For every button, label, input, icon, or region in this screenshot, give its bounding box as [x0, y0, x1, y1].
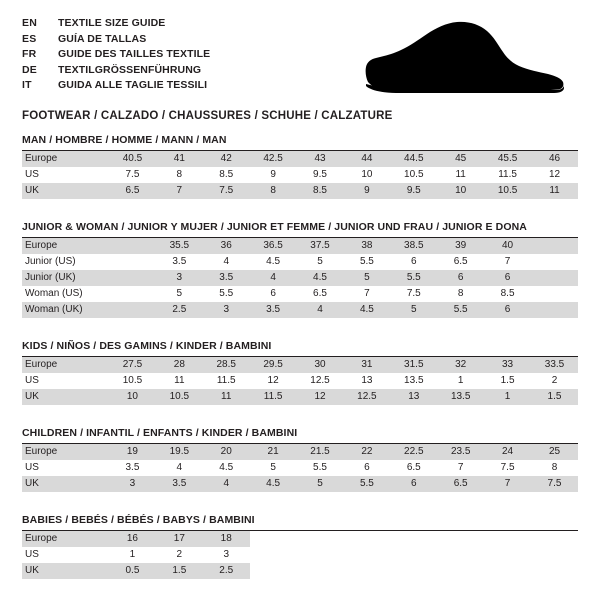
section-title: KIDS / NIÑOS / DES GAMINS / KINDER / BAMBINI [22, 340, 578, 357]
cell: 11 [203, 389, 250, 405]
cell: 12.5 [310, 375, 330, 386]
language-row [22, 47, 210, 63]
row-label: UK [22, 183, 109, 199]
cell: 33.5 [531, 357, 578, 373]
cell: 11 [174, 375, 185, 386]
cell: 38 [343, 238, 390, 254]
cell: 18 [203, 531, 250, 547]
row-label: Woman (UK) [22, 302, 109, 318]
cell: 1 [484, 389, 531, 405]
cell: 3 [156, 270, 203, 286]
cell: 9.5 [313, 169, 327, 180]
cell: 10.5 [156, 389, 203, 405]
table-row [22, 286, 578, 302]
row-label: Junior (US) [25, 256, 76, 267]
language-title: GUIDE DES TAILLES TEXTILE [58, 48, 211, 61]
cell: 25 [531, 444, 578, 460]
section-title: JUNIOR & WOMAN / JUNIOR Y MUJER / JUNIOR ET FEMME / JUNIOR UND FRAU / JUNIOR E DONA [22, 221, 578, 238]
cell: 17 [156, 531, 203, 547]
cell: 5 [390, 302, 437, 318]
row-label: Europe [22, 357, 109, 373]
cell: 19.5 [156, 444, 203, 460]
cell [531, 254, 578, 270]
row-label: Europe [22, 444, 109, 460]
cell: 4 [223, 256, 229, 267]
cell: 12.5 [343, 389, 390, 405]
cell: 42.5 [250, 151, 297, 167]
cell: 7.5 [203, 183, 250, 199]
table-row [22, 183, 578, 199]
cell: 5.5 [313, 462, 327, 473]
cell [297, 531, 344, 547]
cell: 3.5 [156, 476, 203, 492]
cell: 44 [343, 151, 390, 167]
section-title: BABIES / BEBÉS / BÉBÉS / BABYS / BAMBINI [22, 514, 578, 531]
cell: 21 [250, 444, 297, 460]
language-row [22, 16, 210, 32]
cell [531, 531, 578, 547]
row-label: Europe [22, 531, 109, 547]
cell: 13.5 [437, 389, 484, 405]
row-label: Europe [22, 151, 109, 167]
cell: 22.5 [390, 444, 437, 460]
cell: 6.5 [406, 462, 421, 473]
table-row [22, 444, 578, 460]
cell: 1 [129, 549, 136, 560]
cell: 6.5 [437, 476, 484, 492]
cell: 2.5 [203, 563, 250, 579]
cell: 11.5 [498, 169, 517, 180]
cell: 21.5 [297, 444, 344, 460]
cell: 1.5 [156, 563, 203, 579]
cell: 6 [484, 270, 531, 286]
cell: 6.5 [453, 256, 468, 267]
cell [343, 547, 390, 563]
cell: 8.5 [500, 288, 515, 299]
cell: 9 [343, 183, 390, 199]
cell: 10.5 [484, 183, 531, 199]
size-table-junior-woman [22, 238, 578, 318]
cell: 4 [203, 476, 250, 492]
row-label: Europe [22, 238, 109, 254]
cell: 40 [484, 238, 531, 254]
dress-shoe-icon [360, 18, 570, 96]
cell: 8 [176, 169, 183, 180]
cell: 10 [437, 183, 484, 199]
cell: 10.5 [404, 169, 424, 180]
language-title-list [22, 16, 210, 94]
cell: 44.5 [390, 151, 437, 167]
cell: 32 [437, 357, 484, 373]
cell: 4.5 [266, 256, 281, 267]
cell [390, 563, 437, 579]
size-table-kids [22, 357, 578, 405]
cell: 3 [223, 549, 229, 560]
cell: 4 [250, 270, 297, 286]
language-title: GUIDA ALLE TAGLIE TESSILI [58, 79, 208, 92]
row-label: UK [22, 476, 109, 492]
row-label: US [25, 169, 39, 180]
cell: 6 [270, 288, 276, 299]
cell: 22 [343, 444, 390, 460]
cell: 6 [390, 476, 437, 492]
cell: 2 [551, 375, 558, 386]
cell: 9 [270, 169, 276, 180]
table-row [22, 389, 578, 405]
cell: 30 [297, 357, 344, 373]
table-row [22, 563, 578, 579]
cell: 7.5 [125, 169, 140, 180]
language-title: TEXTILGRÖSSENFÜHRUNG [58, 63, 202, 76]
cell [531, 547, 578, 563]
cell: 36 [203, 238, 250, 254]
cell: 31 [343, 357, 390, 373]
cell: 43 [297, 151, 344, 167]
size-table-man [22, 151, 578, 199]
cell [343, 531, 390, 547]
cell: 3 [203, 302, 250, 318]
cell [250, 547, 297, 563]
cell [250, 563, 297, 579]
cell: 28.5 [203, 357, 250, 373]
cell: 9.5 [390, 183, 437, 199]
cell [109, 238, 156, 254]
cell: 41 [156, 151, 203, 167]
cell: 12 [297, 389, 344, 405]
cell [531, 270, 578, 286]
cell: 46 [531, 151, 578, 167]
cell: 16 [109, 531, 156, 547]
language-title: TEXTILE SIZE GUIDE [58, 17, 166, 29]
section-children [22, 427, 578, 492]
cell: 39 [437, 238, 484, 254]
table-row [22, 167, 578, 183]
section-title: CHILDREN / INFANTIL / ENFANTS / KINDER / BAMBINI [22, 427, 578, 444]
cell: 8 [457, 288, 464, 299]
cell: 5 [297, 476, 344, 492]
cell: 5.5 [359, 256, 374, 267]
cell: 23.5 [437, 444, 484, 460]
cell: 45 [437, 151, 484, 167]
section-babies [22, 514, 578, 579]
cell [531, 286, 578, 302]
cell [109, 270, 156, 286]
cell: 3 [109, 476, 156, 492]
row-label: UK [22, 389, 109, 405]
cell [250, 531, 297, 547]
cell: 13 [361, 375, 373, 386]
cell: 10 [361, 169, 373, 180]
language-code: ES [22, 32, 37, 45]
cell: 7.5 [500, 462, 515, 473]
cell [437, 531, 484, 547]
cell: 7 [504, 256, 511, 267]
cell: 4.5 [343, 302, 390, 318]
cell: 13.5 [404, 375, 424, 386]
cell: 29.5 [250, 357, 297, 373]
cell: 7 [364, 288, 370, 299]
cell: 10.5 [122, 375, 143, 386]
cell: 31.5 [390, 357, 437, 373]
cell: 11.5 [216, 375, 236, 386]
cell: 10 [109, 389, 156, 405]
row-label: Junior (UK) [22, 270, 109, 286]
size-table-babies [22, 531, 578, 579]
cell [109, 302, 156, 318]
row-label: US [25, 462, 39, 473]
table-row [22, 373, 578, 389]
cell: 6 [437, 270, 484, 286]
cell: 12 [267, 375, 279, 386]
section-junior-woman [22, 221, 578, 318]
cell: 6.5 [313, 288, 327, 299]
cell: 4.5 [297, 270, 344, 286]
section-man [22, 134, 578, 199]
language-row [22, 63, 210, 79]
cell [109, 286, 156, 302]
cell: 5.5 [219, 288, 234, 299]
cell: 11 [455, 169, 466, 180]
size-table-children [22, 444, 578, 492]
section-title: MAN / HOMBRE / HOMME / MANN / MAN [22, 134, 578, 151]
table-row [22, 238, 578, 254]
table-row [22, 254, 578, 270]
language-row [22, 32, 210, 48]
table-row [22, 460, 578, 476]
table-row [22, 270, 578, 286]
language-code: IT [22, 79, 32, 92]
language-code: EN [22, 17, 37, 29]
section-kids [22, 340, 578, 405]
cell [484, 531, 531, 547]
cell: 3.5 [172, 256, 187, 267]
cell: 2 [176, 549, 183, 560]
cell: 11.5 [250, 389, 297, 405]
cell [531, 302, 578, 318]
cell: 4.5 [250, 476, 297, 492]
cell: 7.5 [406, 288, 421, 299]
cell: 11 [531, 183, 578, 199]
cell: 3.5 [125, 462, 140, 473]
language-title: GUÍA DE TALLAS [58, 32, 147, 45]
cell: 35.5 [156, 238, 203, 254]
cell [437, 547, 484, 563]
cell: 33 [484, 357, 531, 373]
cell: 45.5 [484, 151, 531, 167]
cell: 1.5 [531, 389, 578, 405]
cell: 3.5 [203, 270, 250, 286]
row-label: US [25, 549, 39, 560]
cell [343, 563, 390, 579]
cell: 36.5 [250, 238, 297, 254]
table-row [22, 357, 578, 373]
cell: 20 [203, 444, 250, 460]
cell: 6 [364, 462, 370, 473]
cell: 6 [484, 302, 531, 318]
cell: 4 [176, 462, 183, 473]
cell: 8 [551, 462, 558, 473]
cell: 5 [176, 288, 183, 299]
cell: 42 [203, 151, 250, 167]
cell: 4.5 [219, 462, 234, 473]
cell: 24 [484, 444, 531, 460]
cell: 5 [317, 256, 323, 267]
cell: 7 [457, 462, 464, 473]
cell: 0.5 [109, 563, 156, 579]
cell [390, 531, 437, 547]
cell: 5 [343, 270, 390, 286]
cell [484, 563, 531, 579]
cell [297, 547, 344, 563]
language-row [22, 78, 210, 94]
cell [109, 254, 156, 270]
cell: 8.5 [297, 183, 344, 199]
table-row [22, 547, 578, 563]
cell: 5 [270, 462, 276, 473]
footwear-category-line: FOOTWEAR / CALZADO / CHAUSSURES / SCHUHE / CALZATURE [22, 109, 393, 122]
cell: 8 [250, 183, 297, 199]
cell: 8.5 [219, 169, 234, 180]
cell: 4 [297, 302, 344, 318]
cell: 7 [156, 183, 203, 199]
cell: 27.5 [109, 357, 156, 373]
cell: 37.5 [297, 238, 344, 254]
table-row [22, 476, 578, 492]
cell: 28 [156, 357, 203, 373]
cell: 3.5 [250, 302, 297, 318]
cell [531, 563, 578, 579]
cell: 6 [411, 256, 417, 267]
cell [484, 547, 531, 563]
row-label: US [25, 375, 39, 386]
cell: 13 [390, 389, 437, 405]
cell [297, 563, 344, 579]
table-row [22, 151, 578, 167]
cell: 5.5 [343, 476, 390, 492]
cell [531, 238, 578, 254]
cell: 5.5 [437, 302, 484, 318]
cell [437, 563, 484, 579]
row-label: UK [22, 563, 109, 579]
cell: 5.5 [390, 270, 437, 286]
table-row [22, 302, 578, 318]
language-code: DE [22, 63, 37, 76]
cell: 2.5 [156, 302, 203, 318]
language-code: FR [22, 48, 37, 61]
cell [390, 547, 437, 563]
cell: 1.5 [500, 375, 515, 386]
cell: 6.5 [109, 183, 156, 199]
row-label: Woman (US) [25, 288, 83, 299]
cell: 7 [484, 476, 531, 492]
cell: 38.5 [390, 238, 437, 254]
cell: 7.5 [531, 476, 578, 492]
cell: 12 [548, 169, 561, 180]
cell: 40.5 [109, 151, 156, 167]
page-header [22, 0, 578, 122]
table-row [22, 531, 578, 547]
cell: 1 [457, 375, 464, 386]
cell: 19 [109, 444, 156, 460]
